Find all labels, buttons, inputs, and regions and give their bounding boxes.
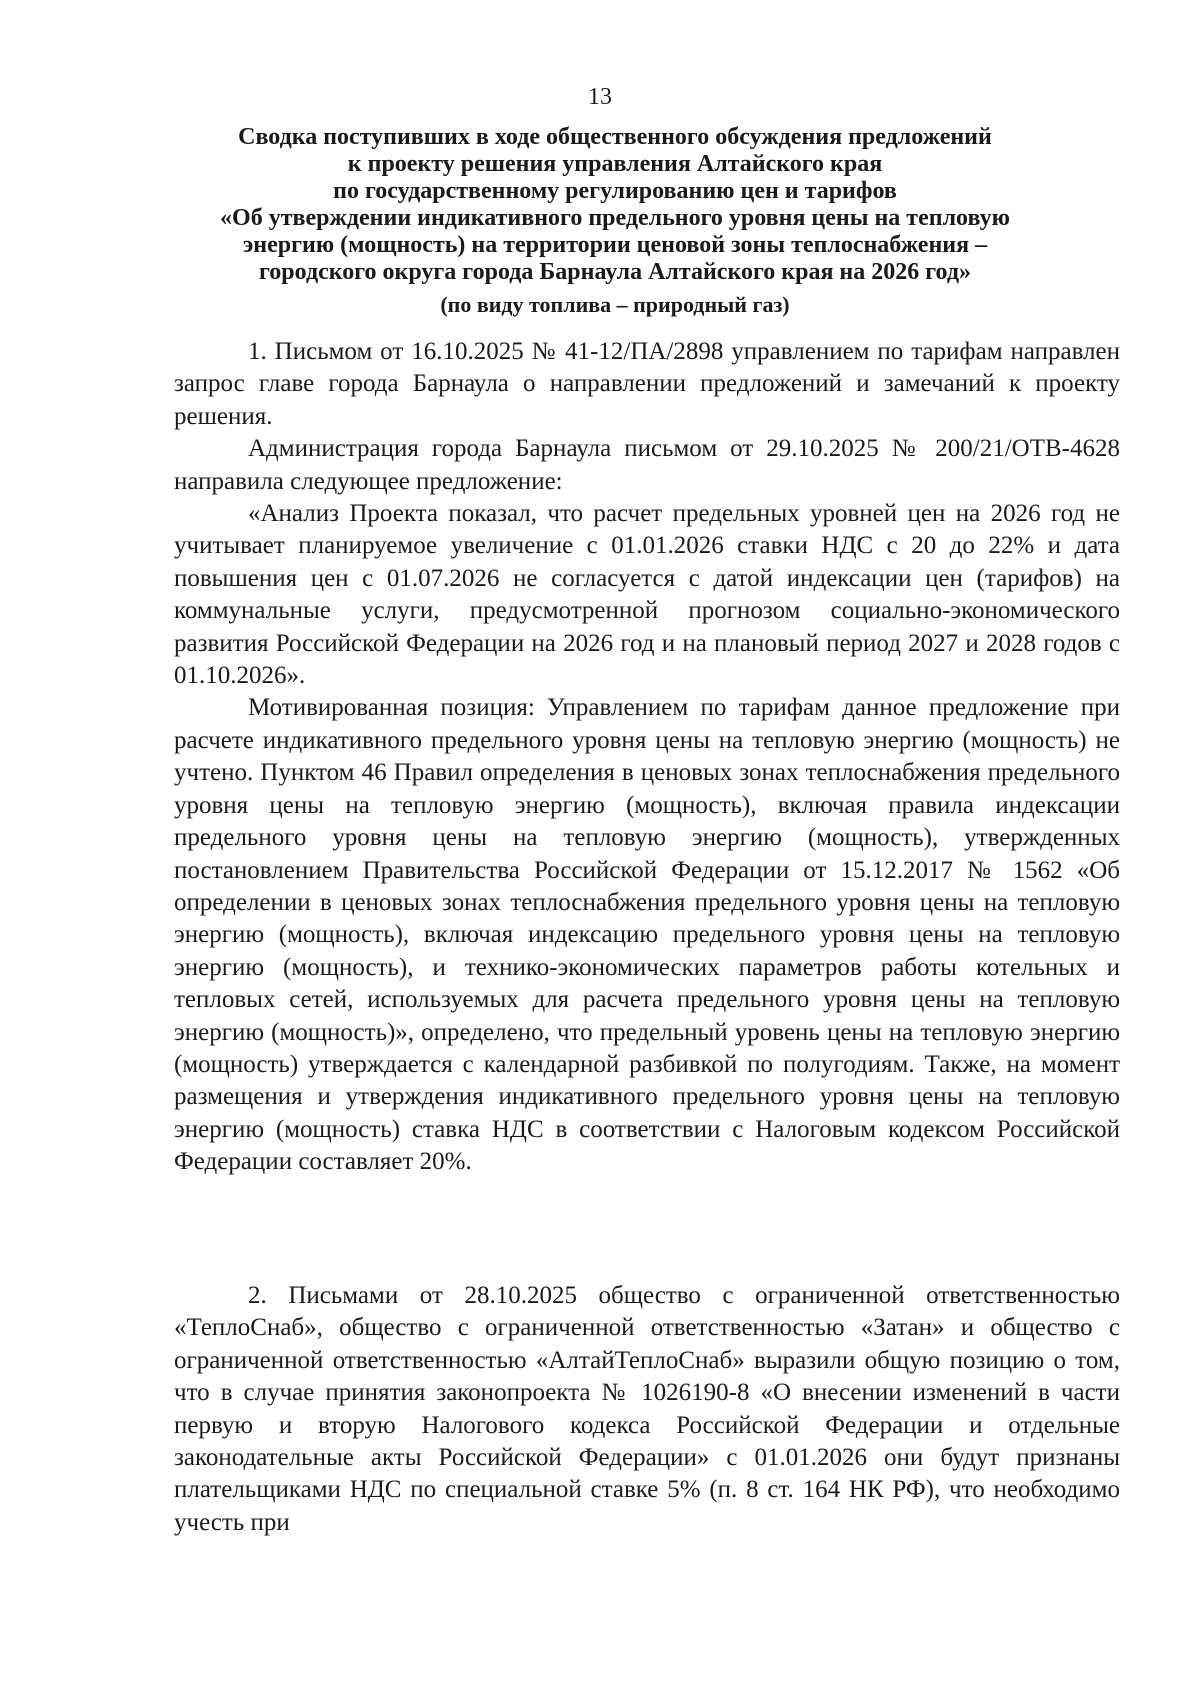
title-line: Сводка поступивших в ходе общественного обсуждения предложений (238, 124, 992, 150)
title-line: энергию (мощность) на территории ценовой зоны теплоснабжения – (242, 232, 988, 258)
page-number: 13 (588, 84, 612, 110)
section-2 (174, 1280, 1120, 1539)
paragraph: 1. Письмом от 16.10.2025 № 41-12/ПА/2898 управлением по тарифам направлен запрос главе города Барнаула о направлении предложений и замечаний к проекту решения. (174, 338, 1120, 430)
document-subtitle: (по виду топлива – природный газ) (440, 292, 790, 317)
paragraph: Администрация города Барнаула письмом от 29.10.2025 № 200/21/ОТВ-4628 направила следующее предложение: (174, 435, 1120, 495)
section-1 (174, 336, 1120, 1179)
title-line: по государственному регулированию цен и тарифов (333, 178, 897, 204)
title-line: городского округа города Барнаула Алтайского края на 2026 год» (258, 259, 972, 285)
title-line: «Об утверждении индикативного предельного уровня цены на тепловую (220, 205, 1010, 231)
title-line: к проекту решения управления Алтайского края (347, 151, 883, 177)
paragraph: 2. Письмами от 28.10.2025 общество с ограниченной ответственностью «ТеплоСнаб», общество с ограниченной ответственностью «Затан» и общество с ограниченной ответственностью «АлтайТеплоСнаб» выразили общую позицию о том, что в случае принятия законопроекта № 1026190-8 «О внесении изменений в части первую и вторую Налогового кодекса Российской Федерации и отдельные законодательные акты Российской Федерации» с 01.01.2026 они будут признаны плательщиками НДС по специальной ставке 5% (п. 8 ст. 164 НК РФ), что необходимо учесть при (174, 1282, 1120, 1536)
paragraph: Мотивированная позиция: Управлением по тарифам данное предложение при расчете индикативного предельного уровня цены на тепловую энергию (мощность) не учтено. Пунктом 46 Правил определения в ценовых зонах теплоснабжения предельного уровня цены на тепловую энергию (мощность), включая правила индексации предельного уровня цены на тепловую энергию (мощность), утвержденных постановлением Правительства Российской Федерации от 15.12.2017 № 1562 «Об определении в ценовых зонах теплоснабжения предельного уровня цены на тепловую энергию (мощность), включая индексацию предельного уровня цены на тепловую энергию (мощность), и технико-экономических параметров работы котельных и тепловых сетей, используемых для расчета предельного уровня цены на тепловую энергию (мощность)», определено, что предельный уровень цены на тепловую энергию (мощность) утверждается с календарной разбивкой по полугодиям. Также, на момент размещения и утверждения индикативного предельного уровня цены на тепловую энергию (мощность) ставка НДС в соответствии с Налоговым кодексом Российской Федерации составляет 20%. (174, 694, 1120, 1176)
paragraph: «Анализ Проекта показал, что расчет предельных уровней цен на 2026 год не учитывает планируемое увеличение с 01.01.2026 ставки НДС с 20 до 22% и дата повышения цен с 01.07.2026 не согласуется с датой индексации цен (тарифов) на коммунальные услуги, предусмотренной прогнозом социально-экономического развития Российской Федерации на 2026 год и на плановый период 2027 и 2028 годов с 01.10.2026». (174, 500, 1120, 690)
document-title (150, 124, 1080, 318)
